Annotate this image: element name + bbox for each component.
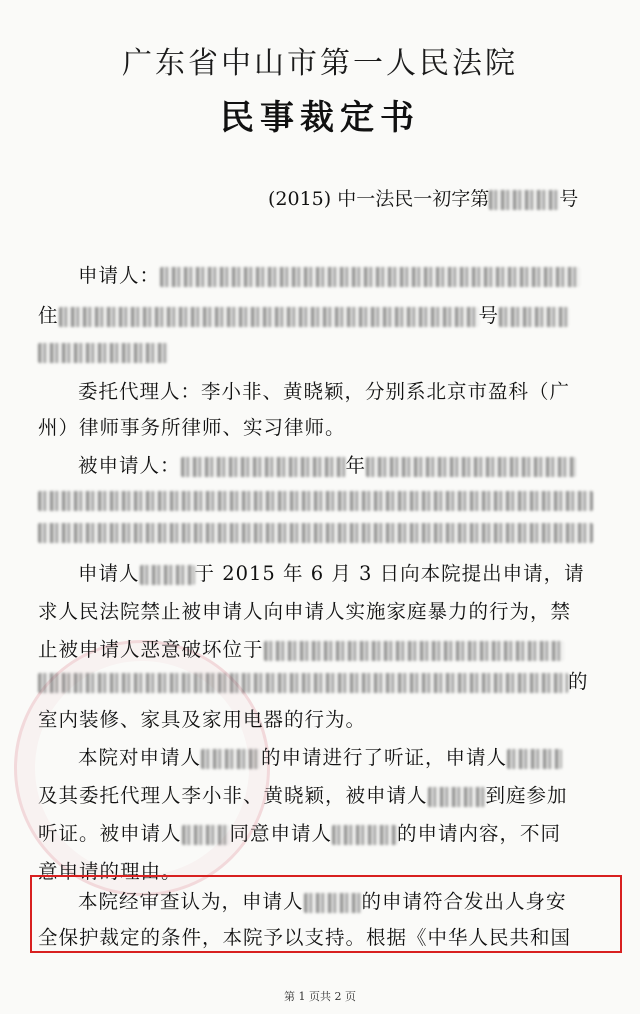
- page-number: 第 1 页共 2 页: [284, 990, 356, 1003]
- redacted-text: [499, 307, 569, 327]
- redacted-text: [160, 267, 580, 287]
- para1-line-4: [38, 666, 589, 694]
- case-number-suffix: 号: [559, 188, 579, 210]
- redacted-text: [38, 343, 168, 363]
- para3-text: 本院经审查认为，申请人: [78, 890, 304, 913]
- respondent-line-1: [78, 450, 576, 478]
- para1-text: 的: [568, 670, 589, 693]
- redacted-text: [264, 641, 564, 661]
- applicant-label: 申请人：: [78, 264, 161, 287]
- para1-line-5: 室内装修、家具及家用电器的行为。: [38, 708, 367, 731]
- redacted-text: [304, 893, 362, 913]
- applicant-line-1: [78, 260, 580, 288]
- para2-text: 到庭参加: [485, 784, 568, 807]
- para3-text: 的申请符合发出人身安: [361, 890, 567, 913]
- applicant-line-3: [38, 340, 168, 363]
- para2-line-4: 意申请的理由。: [38, 860, 182, 883]
- para3-line-2: 全保护裁定的条件，本院予以支持。根据《中华人民共和国: [38, 926, 572, 949]
- applicant-address-end: 号: [478, 304, 500, 327]
- para2-text: 本院对申请人: [78, 746, 202, 769]
- para1-text: 申请人: [78, 562, 140, 585]
- applicant-line-2: [38, 300, 569, 328]
- respondent-line-3: [38, 520, 593, 543]
- redacted-text: [38, 523, 593, 543]
- para1-line-1: [78, 558, 585, 586]
- redacted-text: [59, 307, 479, 327]
- redacted-text: [38, 491, 593, 511]
- respondent-label: 被申请人：: [78, 454, 181, 477]
- redacted-text: [181, 457, 346, 477]
- redacted-text: [201, 749, 261, 769]
- case-number-prefix: (2015) 中一法民一初字第: [268, 188, 490, 210]
- agent-line-2: 州）律师事务所律师、实习律师。: [38, 416, 346, 439]
- para3-line-1: [78, 886, 567, 914]
- respondent-mid: 年: [345, 454, 367, 477]
- para2-line-1: [78, 742, 562, 770]
- para1-line-2: 求人民法院禁止被申请人向申请人实施家庭暴力的行为，禁: [38, 600, 572, 623]
- para2-text: 听证。被申请人: [38, 822, 182, 845]
- case-number: [268, 184, 578, 211]
- applicant-address-start: 住: [38, 304, 59, 327]
- para2-text: 的申请进行了听证，申请人: [261, 746, 508, 769]
- redacted-text: [182, 825, 230, 845]
- para2-text: 的申请内容，不同: [397, 822, 562, 845]
- para2-text: 及其委托代理人李小非、黄晓颖，被申请人: [38, 784, 428, 807]
- respondent-line-2: [38, 488, 593, 511]
- para1-text: 于 2015 年 6 月 3 日向本院提出申请，请: [194, 562, 585, 585]
- agent-line-1: 委托代理人：李小非、黄晓颖，分别系北京市盈科（广: [78, 380, 571, 403]
- para2-text: 同意申请人: [229, 822, 333, 845]
- redacted-text: [507, 749, 562, 769]
- para2-line-3: [38, 818, 561, 846]
- document-title: 民事裁定书: [220, 98, 420, 138]
- redacted-text: [38, 673, 568, 693]
- para2-line-2: [38, 780, 568, 808]
- para1-line-3: [38, 634, 564, 662]
- redacted-text: [366, 457, 576, 477]
- para1-text: 止被申请人恶意破坏位于: [38, 638, 264, 661]
- court-name: 广东省中山市第一人民法院: [122, 46, 518, 81]
- redacted-text: [332, 825, 397, 845]
- redacted-text: [140, 565, 195, 585]
- redacted-text: [428, 787, 486, 807]
- redacted-text: [489, 190, 559, 210]
